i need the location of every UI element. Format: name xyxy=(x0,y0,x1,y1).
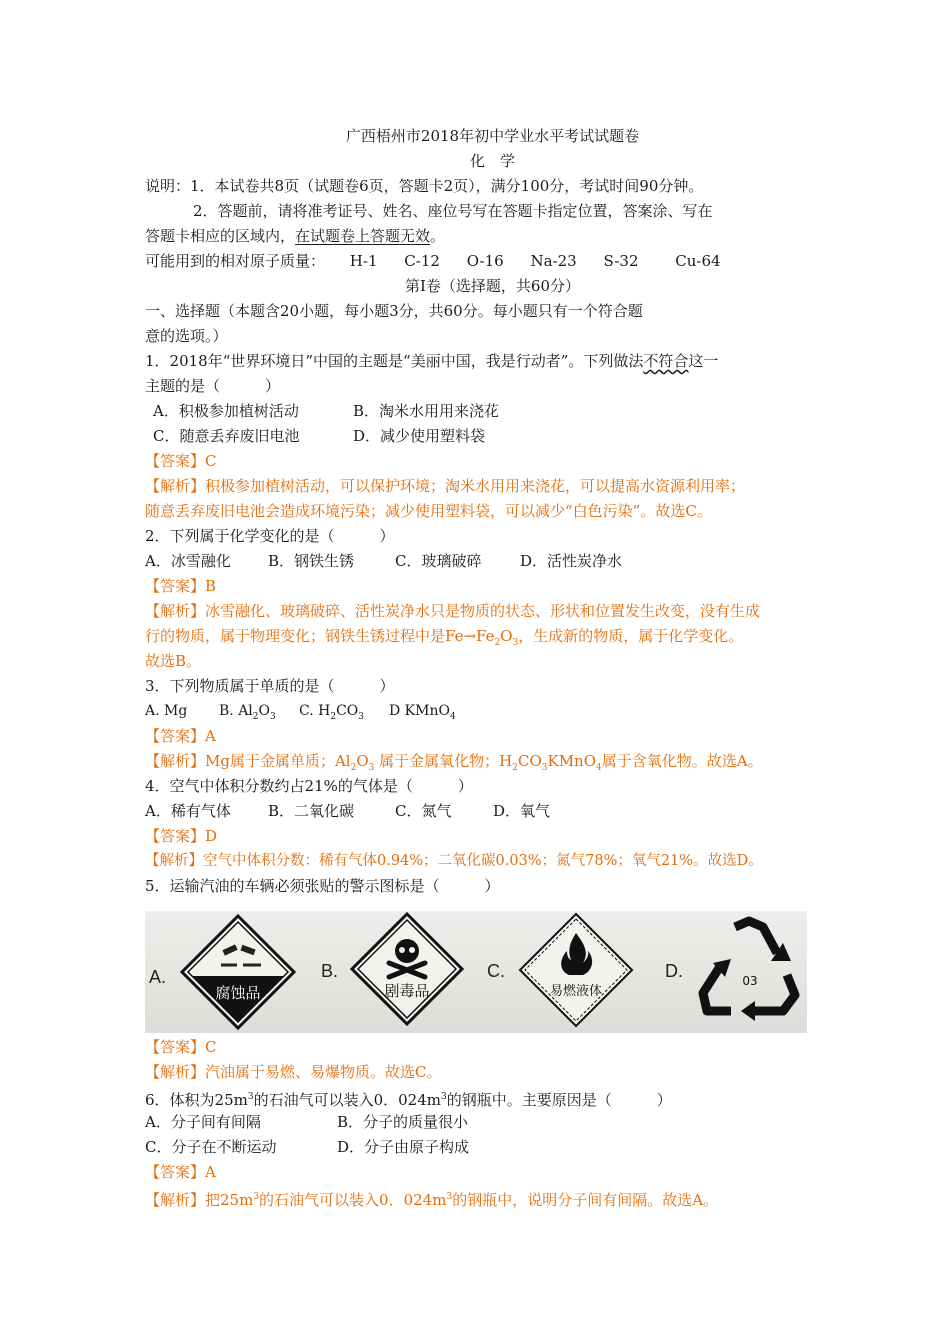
q1-stem-text: 1．2018年“世界环境日”中国的主题是“美丽中国，我是行动者”。下列做法 xyxy=(145,352,644,370)
q5-answer: 【答案】C xyxy=(145,1038,217,1056)
q4-options xyxy=(145,799,810,824)
q3-option-b xyxy=(219,699,299,730)
q4-stem: 4．空气中体积分数约占21%的气体是（ ） xyxy=(145,777,473,795)
q6-exp-sup-2: 3 xyxy=(446,1192,453,1202)
q3-option-d-text: D KMnO xyxy=(389,703,450,719)
q5-explanation: 【解析】汽油属于易燃、易爆物质。故选C。 xyxy=(145,1063,442,1081)
corrosive-sign-icon xyxy=(179,913,297,1031)
q2-options xyxy=(145,549,810,574)
q1-stem-emphasis: 不符合 xyxy=(643,352,689,370)
note-3-end: 。 xyxy=(430,227,446,245)
q4-option-a: A．稀有气体 xyxy=(145,802,231,820)
q6-option-c: C．分子在不断运动 xyxy=(145,1138,277,1156)
q6-stem xyxy=(145,1085,810,1110)
sign-b-text: 剧毒品 xyxy=(384,982,430,1000)
q4-explanation: 【解析】空气中体积分数：稀有气体0.94%；二氧化碳0.03%；氮气78%；氧气21%。故选D。 xyxy=(145,853,763,869)
q2-stem: 2．下列属于化学变化的是（ ） xyxy=(145,527,395,545)
q2-option-b: B．钢铁生锈 xyxy=(268,552,355,570)
q2-explanation-2 xyxy=(145,624,810,649)
q6-exp-2: 的石油气可以装入0．024m xyxy=(259,1191,447,1209)
q3-exp-1: 【解析】Mg属于金属单质；Al xyxy=(145,752,351,770)
atomic-o: O-16 xyxy=(466,252,504,270)
q3-options xyxy=(145,699,810,724)
q6-option-d: D．分子由原子构成 xyxy=(337,1138,470,1156)
q6-exp-1: 【解析】把25m xyxy=(145,1191,254,1209)
q6-stem-sup-2: 3 xyxy=(441,1092,447,1102)
q4-option-b: B．二氧化碳 xyxy=(268,802,355,820)
sign-a-label: A. xyxy=(149,967,167,987)
q4-option-d: D．氧气 xyxy=(493,802,551,820)
q3-option-b-text: B. Al xyxy=(219,703,253,719)
sign-c-text: 易燃液体 xyxy=(549,984,603,999)
q3-exp-4: 3 xyxy=(368,763,375,773)
note-1: 说明：1．本试卷共8页（试题卷6页，答题卡2页），满分100分，考试时间90分钟。 xyxy=(145,177,704,195)
q3-exp-9: KMnO xyxy=(547,752,597,770)
q1-stem xyxy=(145,349,810,374)
toxic-sign-icon xyxy=(349,911,465,1027)
sign-d-text: 03 xyxy=(742,974,758,988)
atomic-mass-label: 可能用到的相对原子质量： xyxy=(145,252,326,270)
exam-subject: 化 学 xyxy=(469,152,515,170)
section-heading-1: 一、选择题（本题含20小题，每小题3分，共60分。每小题只有一个符合题 xyxy=(145,302,643,320)
q3-exp-11: 属于含氧化物。故选A。 xyxy=(601,752,763,770)
recycle-sign-icon xyxy=(697,913,803,1029)
q1-answer: 【答案】C xyxy=(145,452,217,470)
atomic-na: Na-23 xyxy=(530,252,577,270)
q3-option-c-sub2: 3 xyxy=(358,711,364,722)
q3-explanation xyxy=(145,749,810,774)
q3-exp-6: 2 xyxy=(512,763,518,773)
flammable-sign-icon xyxy=(517,911,635,1029)
q3-answer: 【答案】A xyxy=(145,727,216,745)
sign-c-label: C. xyxy=(487,961,505,981)
q3-option-c-sub1: 2 xyxy=(330,711,337,722)
q3-exp-10: 4 xyxy=(596,763,602,773)
q6-explanation xyxy=(145,1185,810,1210)
q2-option-d: D．活性炭净水 xyxy=(520,552,623,570)
q1-option-c: C．随意丢弃废旧电池 xyxy=(153,427,300,445)
q3-exp-2: 2 xyxy=(350,763,357,773)
q3-option-c xyxy=(299,699,389,730)
q2-exp-o: O xyxy=(500,627,513,645)
q6-stem-1: 6．体积为25m xyxy=(145,1091,248,1109)
q1-stem-2: 主题的是（ ） xyxy=(145,377,281,395)
q3-exp-8: 3 xyxy=(541,763,548,773)
atomic-c: C-12 xyxy=(404,252,440,270)
q3-option-c-co: CO xyxy=(336,703,359,719)
q1-stem-end: 这一 xyxy=(688,352,719,370)
q1-explanation-1: 【解析】积极参加植树活动，可以保护环境；淘米水用用来浇花，可以提高水资源利用率； xyxy=(145,477,746,495)
sign-b-label: B. xyxy=(321,961,339,981)
q2-explanation-3: 故选B。 xyxy=(145,652,202,670)
q1-options-2 xyxy=(145,424,810,449)
q6-option-a: A．分子间有间隔 xyxy=(145,1113,261,1131)
q2-explanation-1: 【解析】冰雪融化、玻璃破碎、活性炭净水只是物质的状态、形状和位置发生改变，没有生成 xyxy=(145,602,761,620)
q1-options-1 xyxy=(145,399,810,424)
q3-option-d-sub: 4 xyxy=(449,711,456,722)
q6-option-b: B．分子的质量很小 xyxy=(337,1113,469,1131)
note-3-text: 答题卡相应的区域内， xyxy=(145,227,296,245)
q3-option-b-sub2: 3 xyxy=(270,711,276,722)
q2-answer: 【答案】B xyxy=(145,577,217,595)
q6-options-1 xyxy=(145,1110,810,1135)
q3-option-b-o: O xyxy=(258,703,270,719)
note-3-emphasis: 在试题卷上答题无效 xyxy=(295,227,431,245)
note-3 xyxy=(145,224,810,249)
q2-exp-text: 行的物质，属于物理变化；钢铁生锈过程中是Fe→Fe xyxy=(145,627,495,645)
exam-page xyxy=(145,124,810,1210)
q6-stem-2: 的石油气可以装入0．024m xyxy=(253,1091,441,1109)
sign-a-text: 腐蚀品 xyxy=(215,984,261,1002)
q1-explanation-2: 随意丢弃废旧电池会造成环境污染；减少使用塑料袋，可以减少“白色污染”。故选C。 xyxy=(145,502,712,520)
q1-option-a: A．积极参加植树活动 xyxy=(153,402,299,420)
q6-options-2 xyxy=(145,1135,810,1160)
q4-option-c: C．氮气 xyxy=(395,802,452,820)
exam-title: 广西梧州市2018年初中学业水平考试试题卷 xyxy=(345,127,640,145)
q6-answer: 【答案】A xyxy=(145,1163,216,1181)
q3-option-b-sub1: 2 xyxy=(252,711,259,722)
section-heading-2: 意的选项。） xyxy=(145,327,228,345)
note-2: 2．答题前，请将准考证号、姓名、座位号写在答题卡指定位置，答案涂、写在 xyxy=(193,202,713,220)
q2-exp-end: ，生成新的物质，属于化学变化。 xyxy=(518,627,744,645)
q3-exp-5: 属于金属氧化物；H xyxy=(374,752,513,770)
q1-option-d: D．减少使用塑料袋 xyxy=(353,427,486,445)
q2-exp-sub-1: 2 xyxy=(494,638,501,648)
q3-option-d xyxy=(389,703,456,722)
q2-option-c: C．玻璃破碎 xyxy=(395,552,482,570)
q3-exp-3: O xyxy=(356,752,369,770)
q2-exp-sub-2: 3 xyxy=(512,638,519,648)
q1-option-b: B．淘米水用用来浇花 xyxy=(353,402,500,420)
volume-title: 第Ⅰ卷（选择题，共60分） xyxy=(404,277,580,295)
atomic-mass-line xyxy=(145,249,810,274)
q3-option-a: A. Mg xyxy=(145,703,188,719)
q3-stem: 3．下列物质属于单质的是（ ） xyxy=(145,677,395,695)
q6-exp-sup-1: 3 xyxy=(253,1192,260,1202)
warning-signs-photo xyxy=(145,911,807,1033)
q2-option-a: A．冰雪融化 xyxy=(145,552,231,570)
atomic-s: S-32 xyxy=(603,252,639,270)
q4-answer: 【答案】D xyxy=(145,827,218,845)
atomic-h: H-1 xyxy=(349,252,378,270)
sign-d-label: D. xyxy=(665,961,683,981)
q5-stem: 5．运输汽油的车辆必须张贴的警示图标是（ ） xyxy=(145,877,500,895)
q6-exp-3: 的钢瓶中，说明分子间有间隔。故选A。 xyxy=(452,1191,719,1209)
atomic-cu: Cu-64 xyxy=(675,252,721,270)
q6-stem-sup-1: 3 xyxy=(247,1092,254,1102)
q3-exp-7: CO xyxy=(517,752,542,770)
q6-stem-3: 的钢瓶中。主要原因是（ ） xyxy=(446,1091,672,1109)
q3-option-c-text: C. H xyxy=(299,703,331,719)
